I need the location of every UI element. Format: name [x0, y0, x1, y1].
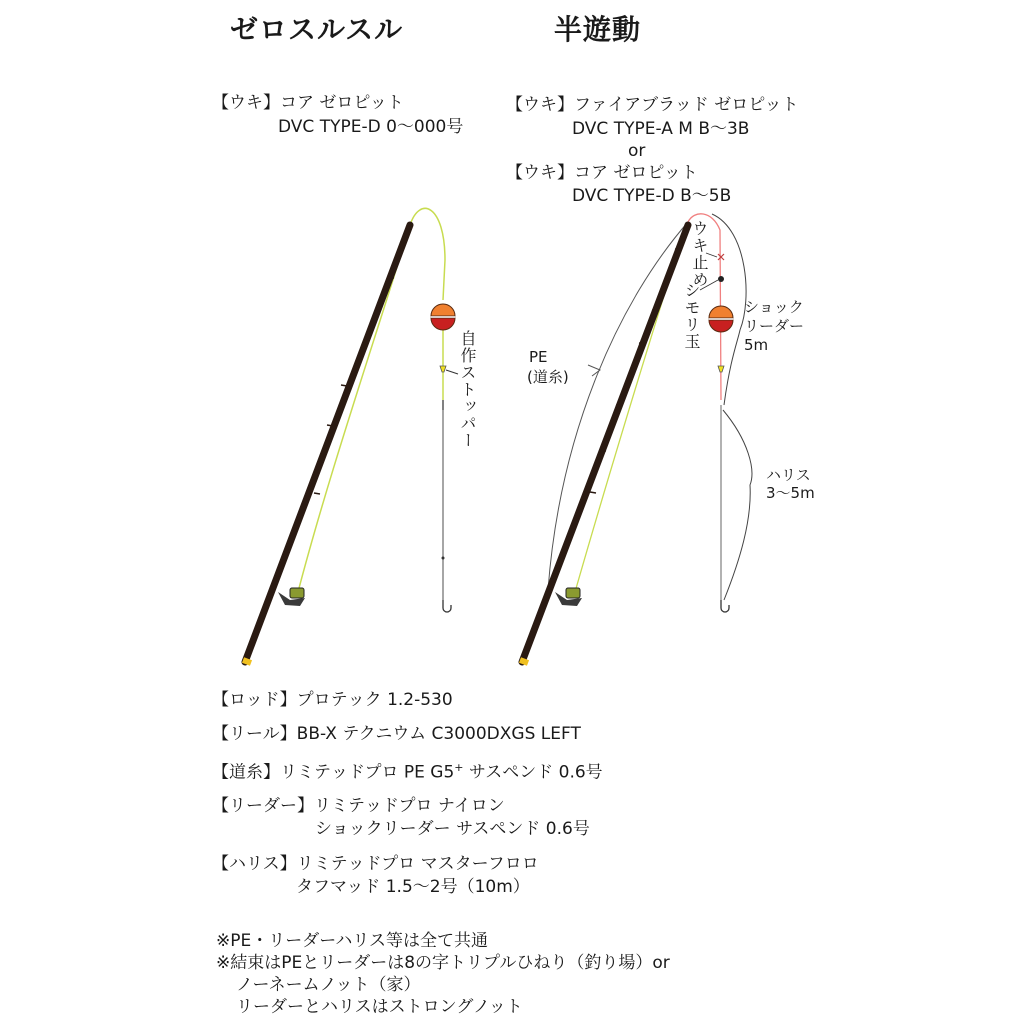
note-3: ノーネームノット（家） [236, 975, 421, 995]
label-pe-sub: (道糸) [527, 368, 569, 386]
right-rod-butt-cap [520, 660, 528, 663]
right-rig [520, 214, 752, 663]
note-4: リーダーとハリスはストロングノット [236, 997, 523, 1017]
spec-main-line-value-post: サスペンド 0.6号 [463, 762, 603, 783]
right-harisu-bracket [723, 410, 752, 600]
left-float-name: 【ウキ】コア ゼロピット [212, 93, 404, 113]
right-shimori-bead [718, 276, 724, 282]
spec-main-line-sup: + [454, 761, 464, 774]
right-float-model-1: DVC TYPE-A M B〜3B [572, 119, 750, 139]
left-rod-butt-cap [243, 660, 251, 663]
note-1: ※PE・リーダーハリス等は全て共通 [216, 931, 489, 951]
right-float-name-1: 【ウキ】ファイアブラッド ゼロピット [506, 95, 799, 115]
spec-rod-label: 【ロッド】 [212, 690, 297, 710]
left-stopper-pointer [446, 370, 458, 374]
left-stopper [440, 366, 446, 372]
label-shock-2: リーダー [744, 317, 805, 335]
left-float [431, 304, 455, 330]
spec-harisu-value2: タフマッド 1.5〜2号（10m） [296, 877, 530, 897]
label-shimori: シモリ玉 [682, 282, 701, 350]
spec-leader [212, 794, 505, 818]
spec-rod-value: プロテック 1.2-530 [296, 690, 453, 710]
spec-harisu-value1: リミテッドプロ マスターフロロ [296, 854, 539, 874]
label-shock-1: ショック [744, 298, 804, 316]
note-2: ※結束はPEとリーダーは8の字トリプルひねり（釣り場）or [216, 953, 670, 973]
right-rod-tip [546, 235, 684, 600]
spec-main-line-label: 【道糸】 [212, 762, 280, 783]
left-rig [243, 208, 458, 663]
title-han-yudo: 半遊動 [554, 13, 642, 46]
right-float [709, 306, 733, 332]
label-uki-dome: ウキ止め [690, 220, 709, 288]
left-rod-tip [268, 235, 405, 600]
spec-harisu-label: 【ハリス】 [212, 854, 297, 874]
label-shock-3: 5m [744, 336, 769, 354]
right-hook [721, 600, 729, 612]
right-float-name-2: 【ウキ】コア ゼロピット [506, 163, 698, 183]
left-main-line [298, 208, 445, 592]
left-float-model: DVC TYPE-D 0〜000号 [278, 117, 464, 137]
spec-main-line [212, 756, 603, 785]
spec-reel-label: 【リール】 [212, 724, 297, 744]
right-reel [555, 588, 582, 606]
right-float-or: or [628, 141, 646, 161]
spec-leader-label: 【リーダー】 [212, 796, 314, 816]
spec-rod [212, 688, 453, 712]
spec-reel-value: BB-X テクニウム C3000DXGS LEFT [296, 724, 581, 744]
label-harisu-2: 3〜5m [766, 484, 815, 502]
label-harisu-1: ハリス [766, 466, 811, 484]
spec-reel [212, 722, 581, 746]
right-uki-dome-marker [718, 254, 724, 260]
label-stopper: 自作ストッパー [458, 330, 477, 449]
left-reel [278, 588, 305, 606]
right-float-model-2: DVC TYPE-D B〜5B [572, 186, 732, 206]
label-pe: PE [529, 348, 548, 366]
spec-harisu [212, 852, 539, 876]
spec-leader-value1: リミテッドプロ ナイロン [314, 796, 505, 816]
spec-leader-value2: ショックリーダー サスペンド 0.6号 [315, 819, 590, 839]
left-hook [443, 600, 451, 612]
spec-main-line-value: リミテッドプロ PE G5 [280, 762, 455, 783]
right-stopper [718, 366, 724, 372]
title-zero-surusuru: ゼロスルスル [230, 13, 404, 46]
